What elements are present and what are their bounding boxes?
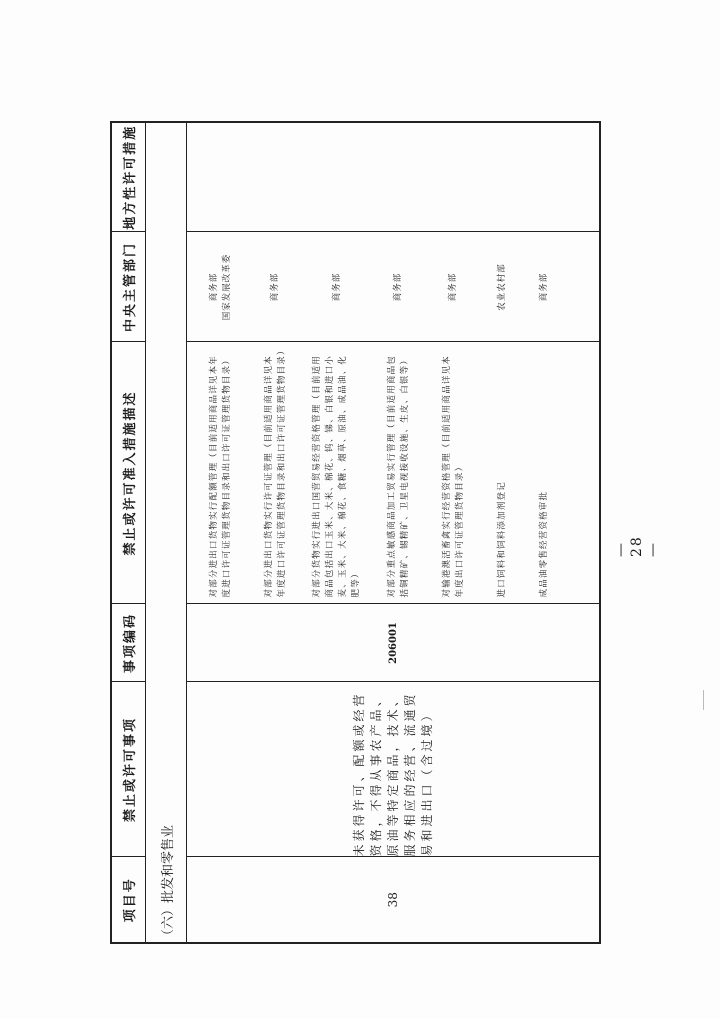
table-row <box>187 122 601 943</box>
header-measures: 禁止或许可准入措施描述 <box>111 342 146 604</box>
measure-text: 成品油零售经营资格审批 <box>538 490 549 598</box>
measure-text: 对部分货物实行进出口国营贸易经营资格管理（目前适用商品包括出口玉米、大米、棉花、钨、锑、白银和进口小麦、玉米、大米、棉花、食糖、烟草、原油、成品油、化肥等） <box>312 354 361 598</box>
department-text: 商务部 <box>538 272 549 302</box>
item-number: 38 <box>187 857 601 943</box>
department-text: 商务部 <box>448 272 458 302</box>
header-local-measures: 地方性许可措施 <box>111 122 146 232</box>
department-text: 商务部 国家发展改革委 <box>208 253 232 321</box>
margin-mark <box>703 690 704 710</box>
department-text: 农业农村部 <box>496 263 507 311</box>
measure-text: 对部分进出口货物实行配额管理（目前适用商品详见本年度进口许可证管理货物目录和出口许可证管理货物目录） <box>208 354 232 598</box>
header-item-name: 禁止或许可事项 <box>111 682 146 857</box>
header-item-code: 事项编码 <box>111 604 146 682</box>
section-title: （六）批发和零售业 <box>146 122 187 943</box>
header-item-number: 项目号 <box>111 857 146 943</box>
permit-table <box>110 121 601 944</box>
local-measures-cell <box>187 122 601 232</box>
rotated-table-frame <box>110 123 601 944</box>
measure-text: 对部分重点敏感商品加工贸易实行管理（目前适用商品包括铜精矿、锡精矿、卫星电视接收设施、生皮、白银等） <box>386 354 410 598</box>
table-header-row <box>111 122 146 943</box>
section-row <box>146 122 187 943</box>
item-description: 未获得许可、配额或经营资格，不得从事农产品、原油等特定商品，技术、服务相应的经营、流通贸易和进出口（含过境） <box>187 682 601 857</box>
departments-cell <box>187 232 601 342</box>
item-code: 206001 <box>187 604 601 682</box>
department-text: 商务部 <box>331 272 342 302</box>
department-text: 商务部 <box>270 272 280 302</box>
department-text: 商务部 <box>393 272 403 302</box>
measure-text: 对输港澳活畜禽实行经营资格管理（目前适用商品详见本年度出口许可证管理货物目录） <box>441 354 465 598</box>
measure-text: 进口饲料和饲料添加剂登记 <box>496 481 507 598</box>
page-number: — 28 — <box>613 535 661 557</box>
measure-text: 对部分进出口货物实行许可证管理（目前适用商品详见本年度进口许可证管理货物目录和出口许可证管理货物目录） <box>263 345 287 598</box>
measures-cell <box>187 342 601 604</box>
header-central-department: 中央主管部门 <box>111 232 146 342</box>
